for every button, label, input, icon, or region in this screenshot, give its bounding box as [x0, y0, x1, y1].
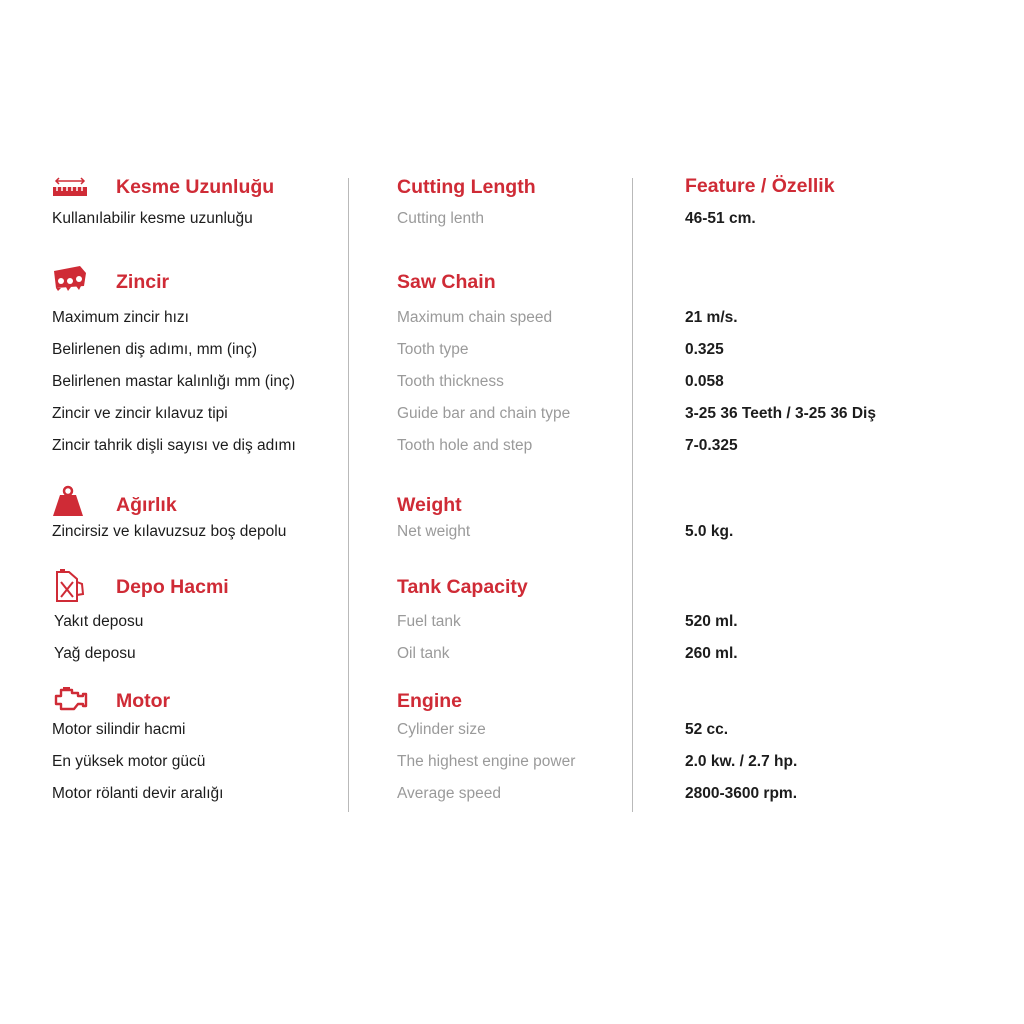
row-label-tr: Yağ deposu	[54, 645, 136, 662]
section-title-en: Cutting Length	[397, 176, 536, 198]
ruler-icon	[52, 172, 88, 204]
column-divider-right	[632, 178, 633, 812]
row-value: 0.325	[685, 341, 724, 358]
row-value: 7-0.325	[685, 437, 738, 454]
fuel-can-icon	[52, 568, 88, 600]
row-label-en: Average speed	[397, 785, 501, 802]
section-title-tr: Ağırlık	[116, 494, 177, 516]
engine-icon	[52, 686, 88, 718]
section-title-tr: Kesme Uzunluğu	[116, 176, 275, 198]
weight-icon	[52, 485, 88, 517]
row-value: 21 m/s.	[685, 309, 738, 326]
saw-chain-icon	[52, 264, 88, 296]
feature-column-header: Feature / Özellik	[685, 175, 835, 197]
row-label-tr: Zincir tahrik dişli sayısı ve diş adımı	[52, 437, 296, 454]
section-title-tr: Zincir	[116, 271, 170, 293]
row-label-en: Tooth thickness	[397, 373, 504, 390]
row-value: 520 ml.	[685, 613, 738, 630]
row-label-en: Cylinder size	[397, 721, 486, 738]
row-label-tr: Yakıt deposu	[54, 613, 144, 630]
row-label-tr: Maximum zincir hızı	[52, 309, 189, 326]
row-value: 0.058	[685, 373, 724, 390]
section-title-en: Weight	[397, 494, 462, 516]
row-label-tr: Zincirsiz ve kılavuzsuz boş depolu	[52, 523, 287, 540]
row-value: 260 ml.	[685, 645, 738, 662]
row-value: 5.0 kg.	[685, 523, 734, 540]
row-label-en: The highest engine power	[397, 753, 576, 770]
column-divider-left	[348, 178, 349, 812]
row-label-tr: Kullanılabilir kesme uzunluğu	[52, 210, 253, 227]
row-label-en: Tooth hole and step	[397, 437, 533, 454]
row-label-en: Cutting lenth	[397, 210, 485, 227]
row-label-en: Net weight	[397, 523, 471, 540]
row-value: 46-51 cm.	[685, 210, 756, 227]
section-title-en: Tank Capacity	[397, 576, 528, 598]
row-value: 2800-3600 rpm.	[685, 785, 798, 802]
row-label-en: Tooth type	[397, 341, 469, 358]
row-label-en: Fuel tank	[397, 613, 461, 630]
section-title-en: Saw Chain	[397, 271, 496, 293]
row-label-tr: Motor silindir hacmi	[52, 721, 186, 738]
section-title-tr: Depo Hacmi	[116, 576, 229, 598]
section-title-en: Engine	[397, 690, 463, 712]
row-label-en: Maximum chain speed	[397, 309, 553, 326]
row-label-en: Guide bar and chain type	[397, 405, 571, 422]
row-label-en: Oil tank	[397, 645, 450, 662]
row-value: 52 cc.	[685, 721, 729, 738]
section-title-tr: Motor	[116, 690, 171, 712]
row-label-tr: Zincir ve zincir kılavuz tipi	[52, 405, 228, 422]
row-label-tr: Belirlenen diş adımı, mm (inç)	[52, 341, 258, 358]
row-label-tr: Motor rölanti devir aralığı	[52, 785, 224, 802]
row-label-tr: En yüksek motor gücü	[52, 753, 206, 770]
row-value: 2.0 kw. / 2.7 hp.	[685, 753, 798, 770]
row-value: 3-25 36 Teeth / 3-25 36 Diş	[685, 405, 876, 422]
row-label-tr: Belirlenen mastar kalınlığı mm (inç)	[52, 373, 295, 390]
